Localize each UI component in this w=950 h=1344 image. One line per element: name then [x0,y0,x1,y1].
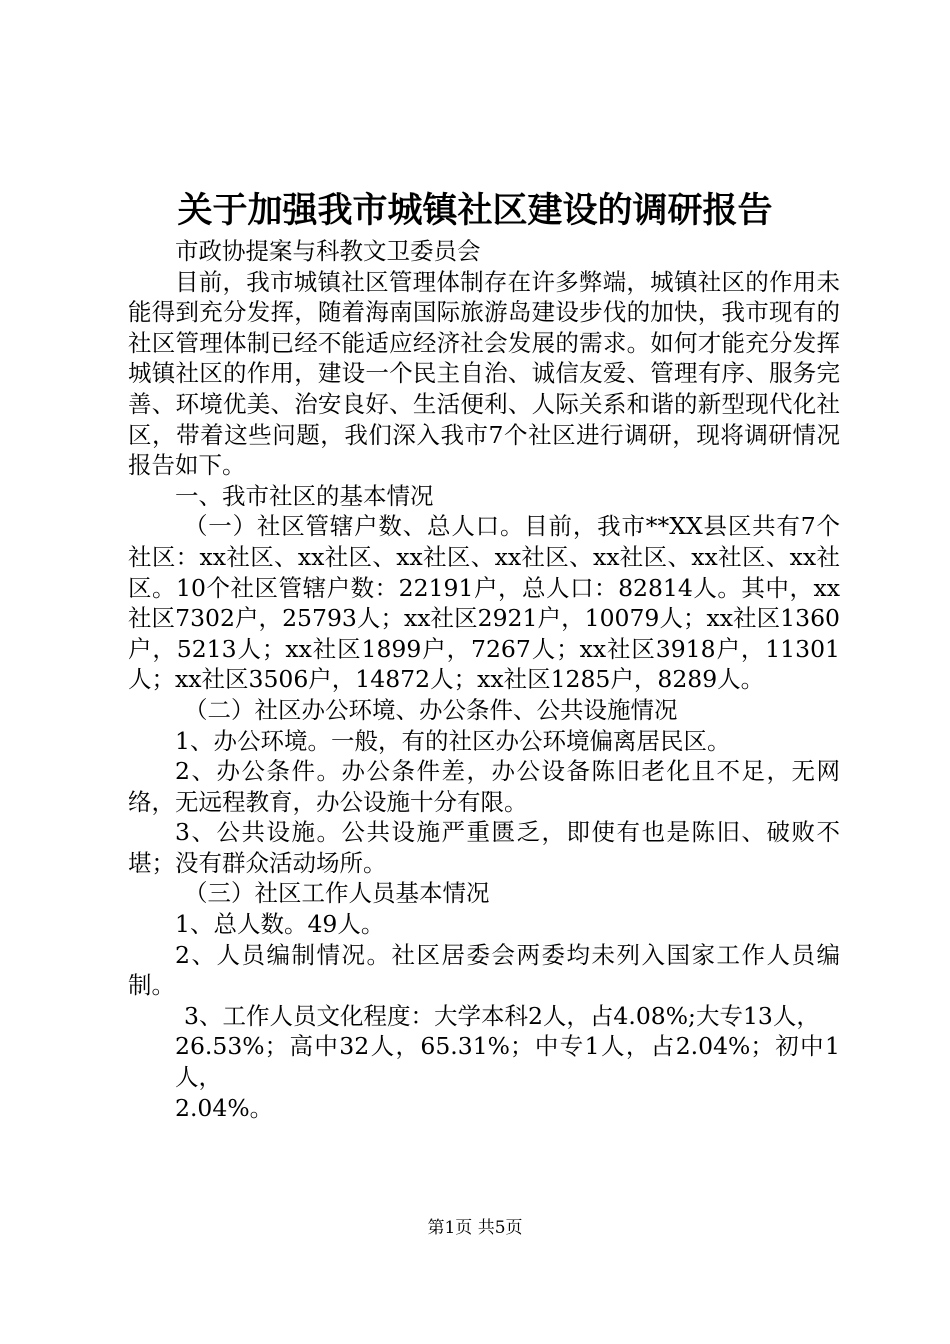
staff-total-paragraph: 1、总人数。49人。 [175,910,385,939]
subsection-3-heading: （三）社区工作人员基本情况 [184,879,490,908]
page-number: 第1页 共5页 [427,1218,523,1238]
document-body [128,236,840,1123]
staff-education-continued: 26.53%；高中32人，65.31%；中专1人，占2.04%；初中1人， [175,1032,840,1092]
staff-education-paragraph: 3、工作人员文化程度：大学本科2人，占4.08%;大专13人， [184,1001,820,1030]
office-environment-paragraph: 1、办公环境。一般，有的社区办公环境偏离居民区。 [175,726,731,755]
author-line: 市政协提案与科教文卫委员会 [175,237,481,265]
office-conditions-paragraph: 2、办公条件。办公条件差，办公设备陈旧老化且不足，无网络，无远程教育，办公设施十分有限。 [128,757,840,816]
staff-establishment-paragraph: 2、人员编制情况。社区居委会两委均未列入国家工作人员编制。 [128,940,840,1000]
staff-education-end: 2.04%。 [175,1093,274,1122]
document-title: 关于加强我市城镇社区建设的调研报告 [177,190,773,231]
section-heading-1: 一、我市社区的基本情况 [175,481,434,510]
intro-paragraph: 目前，我市城镇社区管理体制存在许多弊端，城镇社区的作用未能得到充分发挥，随着海南国际旅游岛建设步伐的加快，我市现有的社区管理体制已经不能适应经济社会发展的需求。如何才能充分发挥城镇社区的作用，建设一个民主自治、诚信友爱、管理有序、服务完善、环境优美、治安良好、生活便利、人际关系和谐的新型现代化社区，带着这些问题，我们深入我市7个社区进行调研，现将调研情况报告如下。 [128,267,840,480]
subsection-1-paragraph: （一）社区管辖户数、总人口。目前，我市**XX县区共有7个社区：xx社区、xx社区、xx社区、xx社区、xx社区、xx社区、xx社区。10个社区管辖户数：22191户，总人口：82814人。其中，xx社区7302户，25793人；xx社区2921户，10079人；xx社区1360户，5213人；xx社区1899户，7267人；xx社区3918户，11301人；xx社区3506户，14872人；xx社区1285户，8289人。 [128,512,840,694]
public-facilities-paragraph: 3、公共设施。公共设施严重匮乏，即使有也是陈旧、破败不堪；没有群众活动场所。 [128,818,840,877]
subsection-2-heading: （二）社区办公环境、办公条件、公共设施情况 [184,695,678,724]
